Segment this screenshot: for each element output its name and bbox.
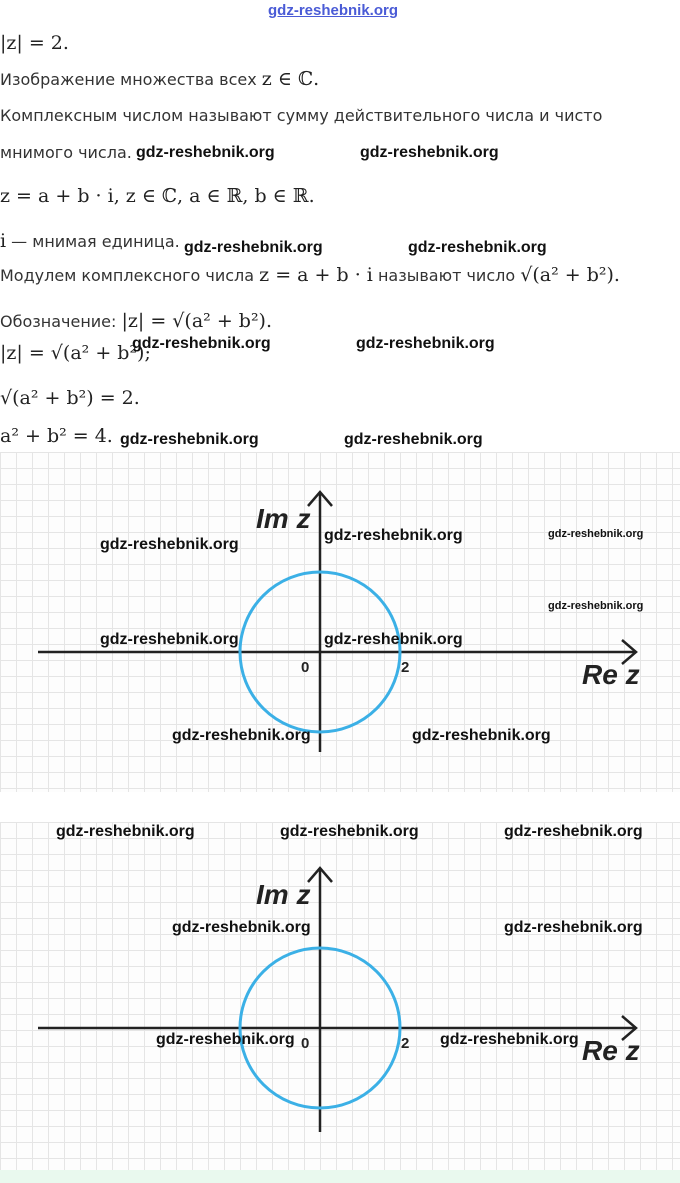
watermark: gdz-reshebnik.org	[408, 239, 547, 256]
x-axis-label: Re z	[582, 659, 640, 690]
watermark: gdz-reshebnik.org	[356, 335, 495, 352]
watermark: gdz-reshebnik.org	[136, 144, 275, 161]
math: √(a² + b²) = 2.	[0, 387, 140, 409]
watermark: gdz-reshebnik.org	[172, 727, 311, 744]
watermark[interactable]: gdz-reshebnik.org	[268, 2, 399, 19]
watermark: gdz-reshebnik.org	[504, 823, 643, 840]
watermark: gdz-reshebnik.org	[132, 335, 271, 352]
text: мнимого числа.	[0, 143, 132, 162]
line-image-set	[0, 68, 319, 90]
watermark: gdz-reshebnik.org	[548, 600, 644, 612]
line-notation	[0, 310, 272, 332]
math: i	[0, 230, 7, 252]
origin-label: 0	[301, 659, 310, 676]
line-definition-1: Комплексным числом называют сумму действительного числа и чисто	[0, 106, 603, 125]
watermark: gdz-reshebnik.org	[120, 431, 259, 448]
math: |z| = √(a² + b²);	[0, 342, 151, 364]
math: √(a² + b²).	[520, 264, 620, 286]
watermark: gdz-reshebnik.org	[100, 536, 239, 553]
watermark: gdz-reshebnik.org	[412, 727, 551, 744]
text: Изображение множества всех	[0, 70, 257, 89]
line-step-1	[0, 342, 151, 364]
text: — мнимая единица.	[6, 232, 180, 251]
origin-label: 0	[301, 1035, 310, 1052]
bottom-bar	[0, 1170, 680, 1183]
line-modulus-def	[0, 264, 620, 286]
y-axis-label: Im z	[256, 503, 311, 534]
line-definition-2	[0, 143, 132, 162]
watermark: gdz-reshebnik.org	[548, 528, 644, 540]
watermark: gdz-reshebnik.org	[504, 919, 643, 936]
line-step-3	[0, 425, 113, 447]
math: |z| = √(a² + b²).	[121, 310, 273, 332]
text: называют число	[372, 266, 521, 285]
watermark: gdz-reshebnik.org	[324, 631, 463, 648]
tick-label: 2	[401, 659, 410, 676]
watermark: gdz-reshebnik.org	[172, 919, 311, 936]
graph-2-svg	[0, 822, 680, 1170]
math: |z| = 2.	[0, 32, 69, 54]
graph-1	[0, 452, 680, 792]
math: z = a + b · i	[259, 264, 373, 286]
tick-label: 2	[401, 1035, 410, 1052]
text: Модулем комплексного числа	[0, 266, 260, 285]
line-formula	[0, 185, 315, 207]
line-imaginary-unit	[0, 230, 180, 252]
watermark: gdz-reshebnik.org	[156, 1031, 295, 1048]
watermark: gdz-reshebnik.org	[324, 527, 463, 544]
graph-1-svg	[0, 452, 680, 792]
watermark: gdz-reshebnik.org	[184, 239, 323, 256]
math: z ∈ ℂ.	[261, 68, 320, 90]
math: a² + b² = 4.	[0, 425, 113, 447]
watermark: gdz-reshebnik.org	[440, 1031, 579, 1048]
watermark: gdz-reshebnik.org	[56, 823, 195, 840]
watermark: gdz-reshebnik.org	[280, 823, 419, 840]
watermark: gdz-reshebnik.org	[100, 631, 239, 648]
math: z = a + b · i, z ∈ ℂ, a ∈ ℝ, b ∈ ℝ.	[0, 185, 315, 207]
text: Обозначение:	[0, 312, 122, 331]
graph-2	[0, 822, 680, 1170]
y-axis-label: Im z	[256, 879, 311, 910]
x-axis-label: Re z	[582, 1035, 640, 1066]
line-step-2	[0, 387, 140, 409]
watermark: gdz-reshebnik.org	[360, 144, 499, 161]
watermark: gdz-reshebnik.org	[344, 431, 483, 448]
line-modulus-value	[0, 32, 69, 54]
